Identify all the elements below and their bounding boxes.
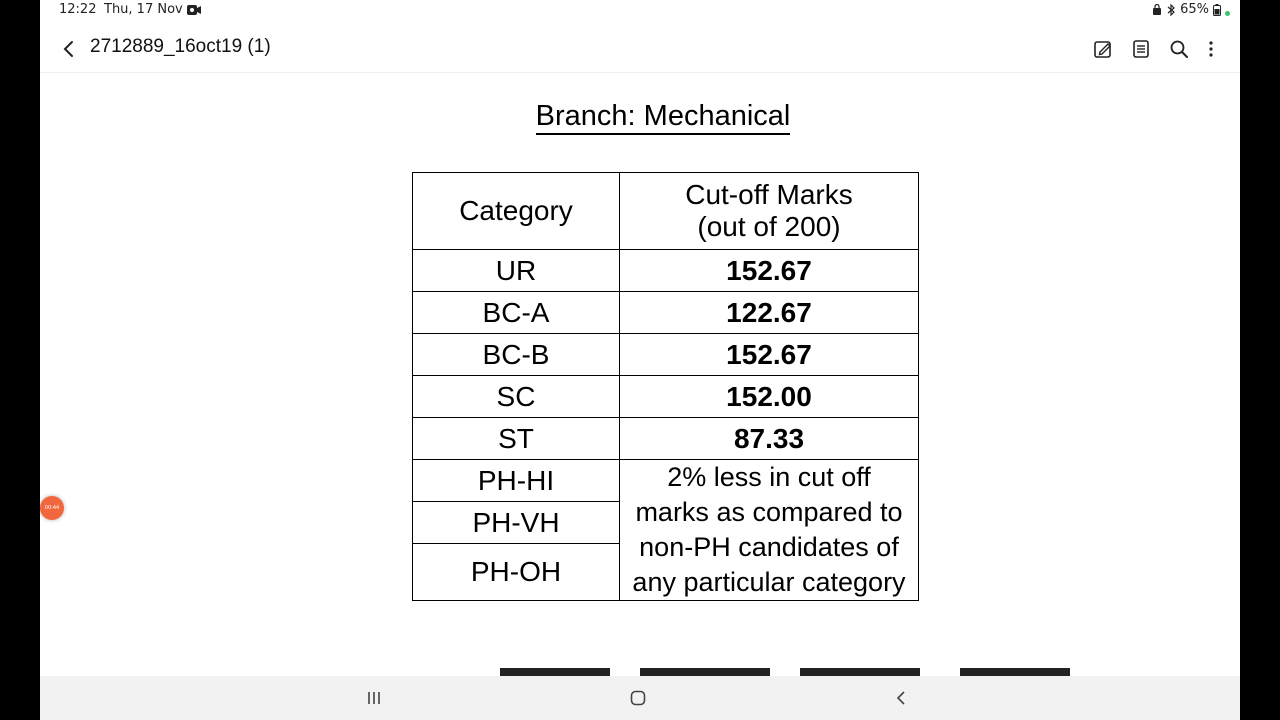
- status-right: [1152, 2, 1230, 17]
- marks-cell: 152.67: [620, 250, 919, 292]
- marks-cell: 87.33: [620, 418, 919, 460]
- marks-cell: 152.67: [620, 334, 919, 376]
- bluetooth-icon: [1166, 4, 1176, 16]
- cutoff-table: [412, 172, 919, 601]
- category-cell: SC: [413, 376, 620, 418]
- table-row: [413, 250, 919, 292]
- table-row: [413, 334, 919, 376]
- app-bar: [40, 28, 1240, 73]
- charging-dot-icon: [1225, 11, 1230, 16]
- marks-cell: 152.00: [620, 376, 919, 418]
- document-title: 2712889_16oct19 (1): [90, 36, 271, 57]
- header-category: Category: [413, 173, 620, 250]
- search-icon[interactable]: [1168, 38, 1190, 60]
- alarm-icon: [1152, 4, 1162, 16]
- recent-apps-icon[interactable]: [364, 688, 384, 708]
- table-row: [413, 460, 919, 502]
- category-cell: UR: [413, 250, 620, 292]
- ph-note-cell: [620, 460, 919, 601]
- navigation-bar: [40, 676, 1240, 720]
- category-cell: BC-B: [413, 334, 620, 376]
- category-cell: BC-A: [413, 292, 620, 334]
- branch-title-text: Branch: Mechanical: [536, 100, 791, 135]
- category-cell: ST: [413, 418, 620, 460]
- ph-note-line: marks as compared to: [635, 497, 903, 527]
- more-options-icon[interactable]: [1200, 38, 1222, 60]
- recorder-time: 00:44: [44, 505, 60, 511]
- nav-back-icon[interactable]: [892, 688, 912, 708]
- branch-title: [40, 100, 1240, 133]
- marks-cell: 122.67: [620, 292, 919, 334]
- table-row: [413, 292, 919, 334]
- home-icon[interactable]: [628, 688, 648, 708]
- battery-icon: [1213, 4, 1221, 16]
- category-cell-ph-vh: PH-VH: [413, 502, 620, 544]
- screen-recorder-bubble[interactable]: [40, 496, 64, 520]
- battery-level: 65%: [1180, 2, 1209, 17]
- table-row: [413, 418, 919, 460]
- header-cutoff-marks: [620, 173, 919, 250]
- back-icon[interactable]: [58, 38, 80, 60]
- status-time: 12:22: [59, 2, 97, 17]
- edit-icon[interactable]: [1092, 38, 1114, 60]
- ph-note-line: any particular category: [632, 567, 906, 597]
- partially-visible-text-line: [460, 662, 1160, 676]
- category-cell-ph-hi: PH-HI: [413, 460, 620, 502]
- screen-record-icon: [187, 5, 201, 15]
- category-cell-ph-oh: PH-OH: [413, 544, 620, 601]
- status-date: Thu, 17 Nov: [104, 2, 183, 17]
- ph-note-line: non-PH candidates of: [639, 532, 899, 562]
- status-bar: [40, 0, 1240, 22]
- reader-mode-icon[interactable]: [1130, 38, 1152, 60]
- document-viewer-screen: [40, 0, 1240, 720]
- ph-note-line: 2% less in cut off: [667, 462, 871, 492]
- header-cutoff-line2: (out of 200): [697, 211, 841, 242]
- table-row: [413, 376, 919, 418]
- table-header-row: [413, 173, 919, 250]
- header-cutoff-line1: Cut-off Marks: [685, 179, 853, 210]
